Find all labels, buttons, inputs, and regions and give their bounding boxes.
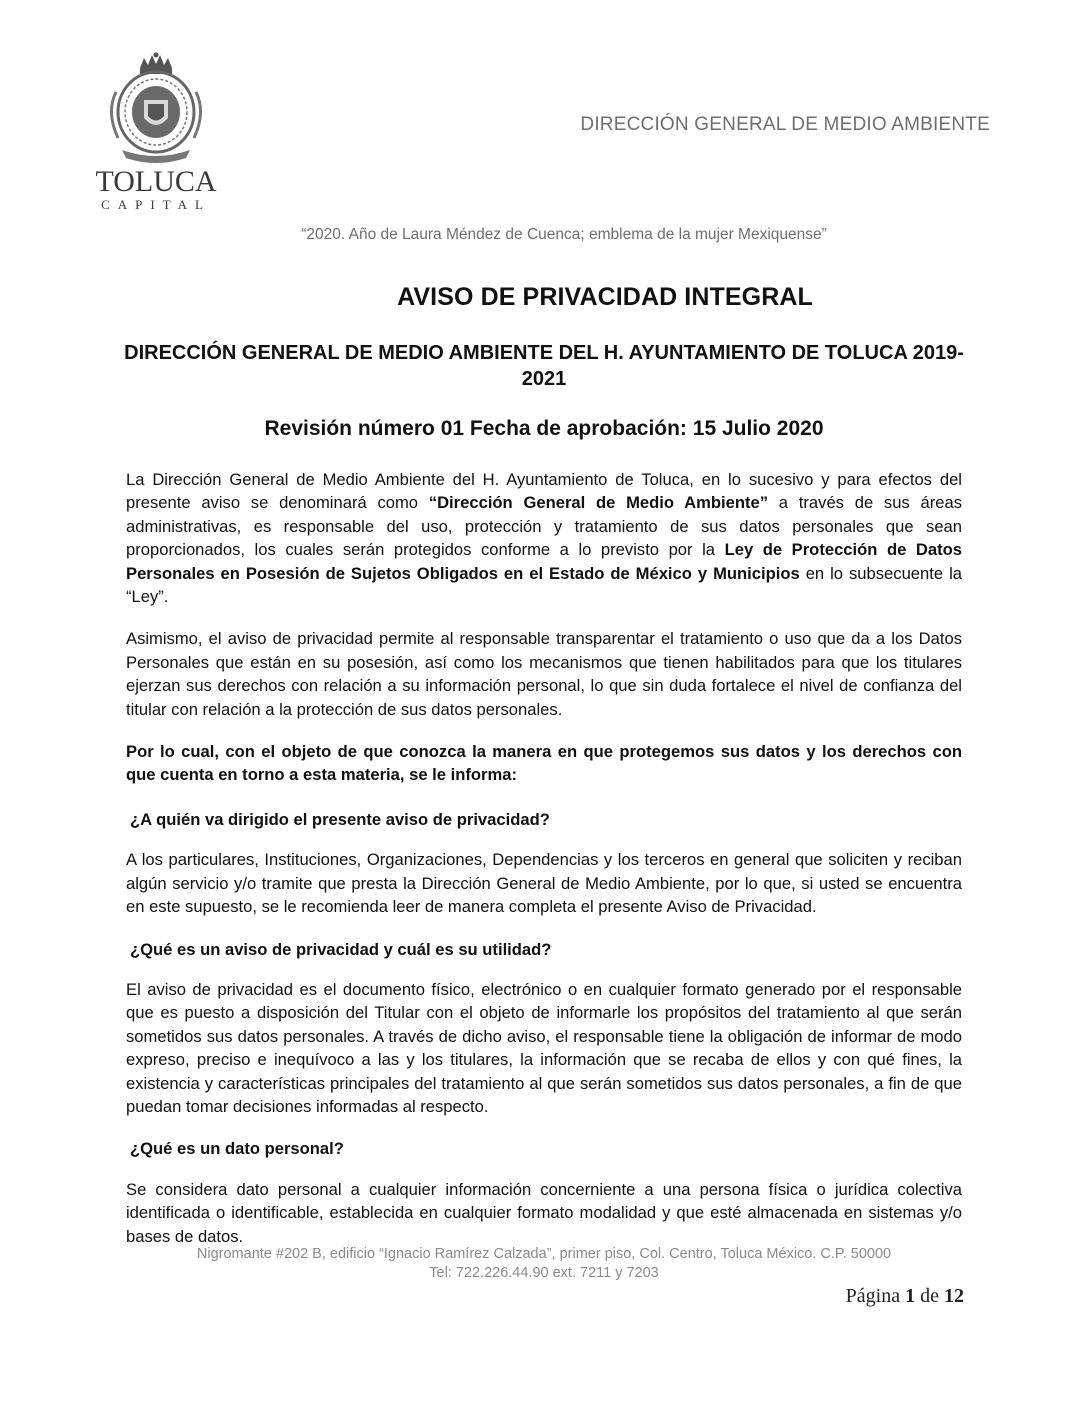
answer-paragraph: A los particulares, Instituciones, Organizaciones, Dependencias y los terceros en general que soliciten y reciban algún servicio y/o tramite que presta la Dirección General de Medio Ambiente, por lo que, si usted se encuentra en este supuesto, se le recomienda leer de manera completa el presente Aviso de Privacidad. xyxy=(126,850,962,917)
document-subtitle: DIRECCIÓN GENERAL DE MEDIO AMBIENTE DEL H. AYUNTAMIENTO DE TOLUCA 2019-2021 xyxy=(124,342,964,390)
question-heading: ¿A quién va dirigido el presente aviso de privacidad? xyxy=(130,809,550,829)
paragraph-intro: La Dirección General de Medio Ambiente del H. Ayuntamiento de Toluca, en lo sucesivo y para efectos del presente aviso se denominará como “Dirección General de Medio Ambiente” a través de sus áreas administrativas, es responsable del uso, protección y tratamiento de sus datos personales que sean proporcionados, los cuales serán protegidos conforme a lo previsto por la Ley de Protección de Datos Personales en Posesión de Sujetos Obligados en el Estado de México y Municipios en lo subsecuente la “Ley”. xyxy=(126,470,962,607)
footer-address: Nigromante #202 B, edificio “Ignacio Ramírez Calzada”, primer piso, Col. Centro, Toluca México. C.P. 50000 xyxy=(196,1246,892,1262)
document-body xyxy=(126,468,962,1267)
paragraph-purpose: Asimismo, el aviso de privacidad permite al responsable transparentar el tratamiento o uso que da a los Datos Personales que están en su posesión, así como los mecanismos que tienen habilitados para que los titulares ejerzan sus derechos con relación a su información personal, lo que sin duda fortalece el nivel de confianza del titular con relación a la protección de sus datos personales. xyxy=(126,629,962,719)
revision-line: Revisión número 01 Fecha de aprobación: 15 Julio 2020 xyxy=(264,417,824,440)
answer-paragraph: El aviso de privacidad es el documento físico, electrónico o en cualquier formato generado por el responsable que es puesto a disposición del Titular con el objeto de informarle los propósitos del tratamiento al que serán sometidos sus datos personales. A través de dicho aviso, el responsable tiene la obligación de informar de modo expreso, preciso e inequívoco a las y los titulares, la información que se recaba de ellos y con qué fines, la existencia y características principales del tratamiento al que serán sometidos sus datos personales, a fin de que puedan tomar decisiones informadas al respecto. xyxy=(126,979,962,1116)
document-title: AVISO DE PRIVACIDAD INTEGRAL xyxy=(397,283,813,311)
question-heading: ¿Qué es un dato personal? xyxy=(130,1139,344,1159)
footer-phone: Tel: 722.226.44.90 ext. 7211 y 7203 xyxy=(429,1265,659,1281)
department-header: DIRECCIÓN GENERAL DE MEDIO AMBIENTE xyxy=(580,114,990,135)
toluca-capital-logo xyxy=(88,52,224,212)
question-heading: ¿Qué es un aviso de privacidad y cuál es su utilidad? xyxy=(130,939,552,959)
paragraph-lead: Por lo cual, con el objeto de que conozca la manera en que protegemos sus datos y los derechos con que cuenta en torno a esta materia, se le informa: xyxy=(126,742,962,785)
current-page: 1 xyxy=(905,1285,916,1307)
logo-wordmark: TOLUCA xyxy=(95,165,217,198)
logo-subtext: CAPITAL xyxy=(101,197,211,212)
year-motto: “2020. Año de Laura Méndez de Cuenca; emblema de la mujer Mexiquense” xyxy=(301,226,827,243)
answer-paragraph: Se considera dato personal a cualquier información concerniente a una persona física o jurídica colectiva identificada o identificable, establecida en cualquier formato modalidad y que esté almacenada en sistemas y/o bases de datos. xyxy=(126,1179,962,1246)
footer-address-block xyxy=(0,1245,1088,1283)
page-number: Página 1 de 12 xyxy=(845,1285,964,1307)
total-pages: 12 xyxy=(944,1285,964,1307)
